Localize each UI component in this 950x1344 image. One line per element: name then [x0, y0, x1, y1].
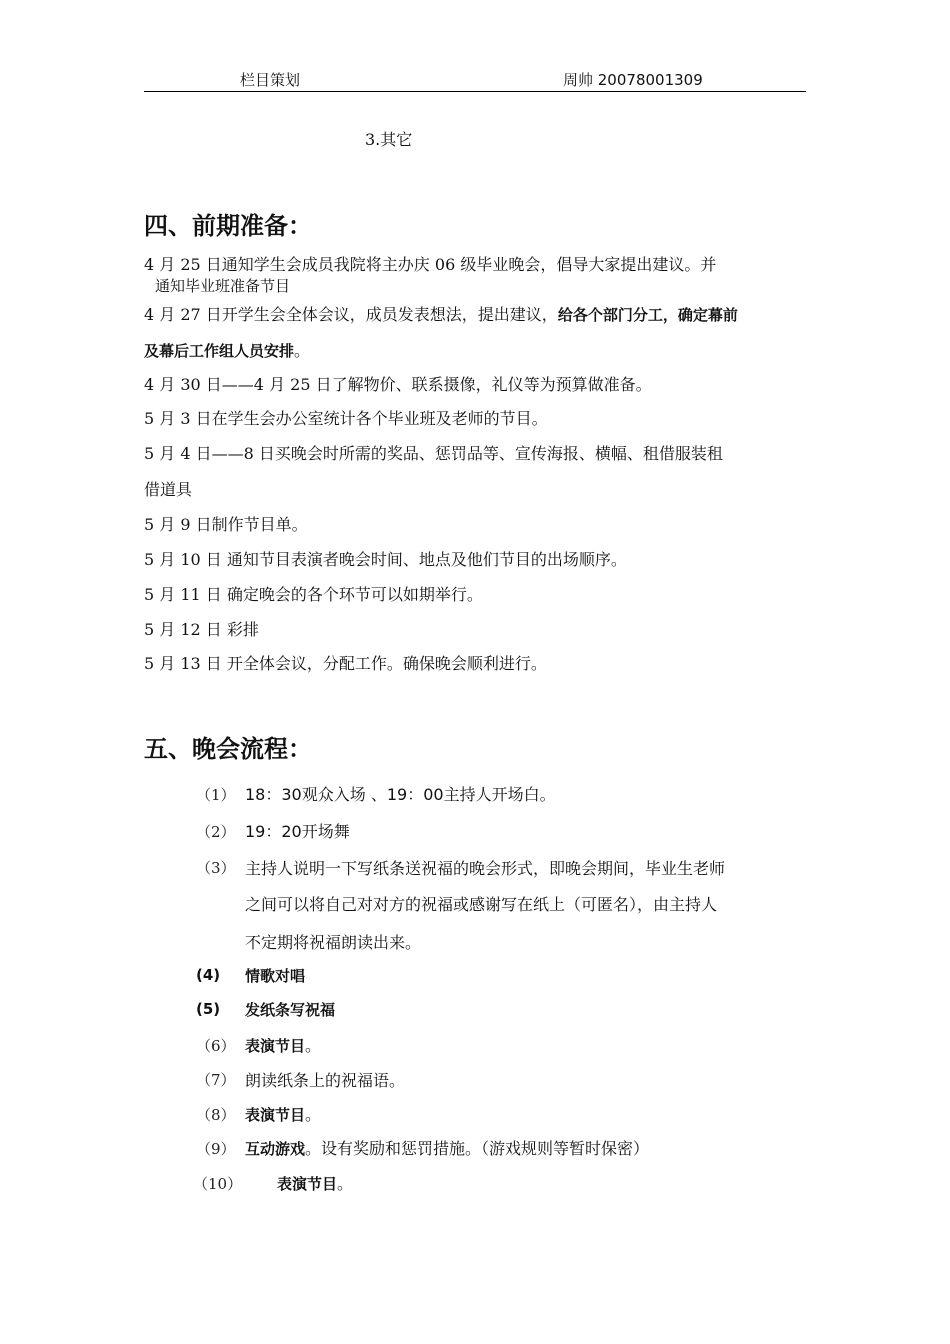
s5-item6-bold: 表演节目 [245, 1037, 306, 1055]
s5-item6-text [245, 1033, 321, 1056]
s5-item3-line3: 不定期将祝福朗读出来。 [245, 933, 422, 952]
s4-line-2b-plain: 。 [294, 341, 311, 360]
s4-line-5a: 5 月 4 日——8 日买晚会时所需的奖品、惩罚品等、宣传海报、横幅、租借服装租 [144, 444, 723, 463]
s5-item2-text [245, 819, 350, 842]
s5-item8-text [245, 1102, 321, 1125]
s5-item1-text [245, 782, 556, 805]
s4-line-2a-bold: 给各个部门分工，确定幕前 [557, 306, 738, 324]
s5-item10-num: （10） [193, 1175, 243, 1193]
s5-item2-num: （2） [196, 823, 236, 841]
s4-line-10: 5 月 13 日 开全体会议，分配工作。确保晚会顺利进行。 [144, 654, 547, 673]
s5-item2-time: 19：20 [245, 822, 302, 841]
s5-item5-text: 发纸条写祝福 [245, 1001, 336, 1019]
s5-item2-part2: 开场舞 [301, 822, 350, 841]
s5-item1-part4: 主持人开场白。 [443, 785, 556, 804]
s5-item3-num: （3） [196, 859, 236, 877]
s5-item5-num: (5) [196, 1000, 221, 1018]
s5-item10-bold: 表演节目 [277, 1175, 338, 1193]
s4-line-5b: 借道具 [144, 480, 193, 499]
s5-item4-text: 情歌对唱 [245, 967, 306, 985]
s4-line-7: 5 月 10 日 通知节目表演者晚会时间、地点及他们节目的出场顺序。 [144, 550, 627, 569]
s5-item8-bold: 表演节目 [245, 1106, 306, 1124]
s5-item7-text: 朗读纸条上的祝福语。 [245, 1071, 406, 1090]
s5-item6-tail: 。 [305, 1036, 322, 1055]
s5-item9-bold: 互动游戏 [245, 1140, 306, 1158]
s4-line-2b [144, 338, 310, 361]
s5-item9-num: （9） [196, 1140, 236, 1158]
section5-title: 五、晚会流程： [144, 734, 312, 763]
s5-item9-tail: 。设有奖励和惩罚措施。（游戏规则等暂时保密） [305, 1139, 650, 1158]
s5-item4-num: (4) [196, 966, 221, 984]
s4-line-3: 4 月 30 日——4 月 25 日了解物价、联系摄像，礼仪等为预算做准备。 [144, 375, 652, 394]
s5-item1-num: （1） [196, 786, 236, 804]
s4-line-1b: 通知毕业班准备节目 [155, 277, 291, 295]
s5-item8-tail: 。 [305, 1105, 322, 1124]
s4-line-6: 5 月 9 日制作节目单。 [144, 515, 308, 534]
s5-item7-num: （7） [196, 1071, 236, 1089]
s5-item1-part2: 观众入场 、 [301, 785, 387, 804]
s4-line-4: 5 月 3 日在学生会办公室统计各个毕业班及老师的节目。 [144, 409, 548, 428]
header-left: 栏目策划 [240, 71, 301, 89]
s5-item9-text [245, 1136, 649, 1159]
s5-item1-time2: 19：00 [386, 785, 444, 804]
s4-line-2a [144, 302, 738, 325]
s5-item10-text [277, 1171, 353, 1194]
header-rule [144, 91, 806, 92]
s5-item3-line1: 主持人说明一下写纸条送祝福的晚会形式，即晚会期间，毕业生老师 [245, 859, 726, 878]
s5-item6-num: （6） [196, 1037, 236, 1055]
s5-item8-num: （8） [196, 1106, 236, 1124]
s5-item3-line2: 之间可以将自己对对方的祝福或感谢写在纸上（可匿名），由主持人 [245, 895, 718, 914]
section4-title: 四、前期准备： [144, 211, 312, 240]
s4-line-1a: 4 月 25 日通知学生会成员我院将主办庆 06 级毕业晚会，倡导大家提出建议。并 [144, 255, 717, 274]
top-item: 3.其它 [365, 130, 413, 149]
s5-item1-time1: 18：30 [245, 785, 302, 804]
s4-line-8: 5 月 11 日 确定晚会的各个环节可以如期举行。 [144, 585, 483, 604]
s5-item10-tail: 。 [337, 1174, 354, 1193]
s4-line-2b-bold: 及幕后工作组人员安排 [144, 342, 295, 360]
s4-line-9: 5 月 12 日 彩排 [144, 620, 259, 639]
header-right: 周帅 20078001309 [563, 71, 703, 89]
s4-line-2a-plain: 4 月 27 日开学生会全体会议，成员发表想法，提出建议， [144, 305, 558, 324]
